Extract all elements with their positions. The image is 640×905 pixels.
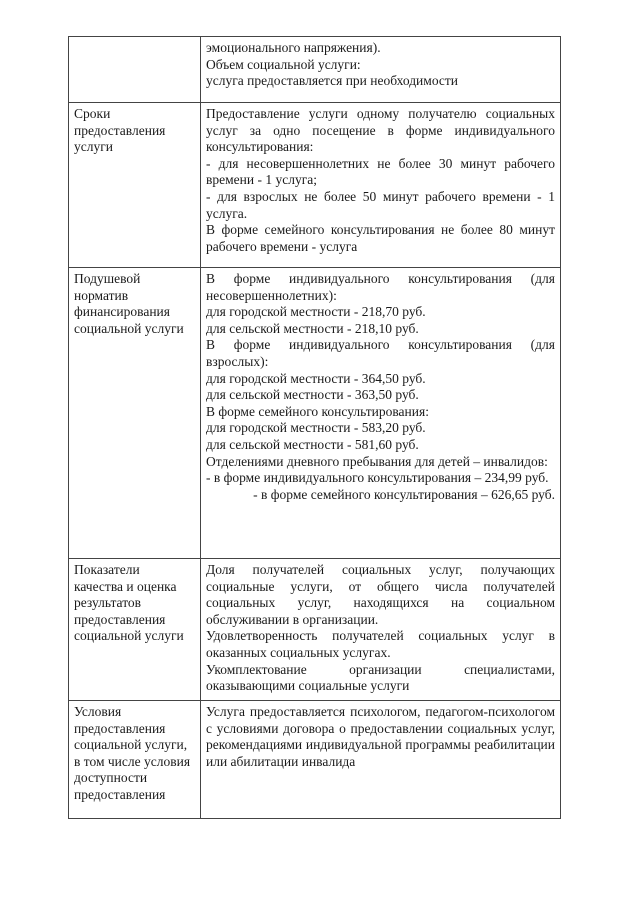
row-content	[201, 268, 561, 559]
content-line: для городской местности - 218,70 руб.	[206, 304, 426, 320]
content-line: - в форме семейного консультирования – 626,65 руб.	[253, 486, 555, 502]
content-line: для сельской местности - 218,10 руб.	[206, 320, 419, 336]
content-paragraph: Отделениями дневного пребывания для детей – инвалидов:	[206, 453, 548, 469]
content-paragraph: Удовлетворенность получателей социальных услуг в оказанных социальных услугах.	[206, 628, 555, 660]
content-line: услуга предоставляется при необходимости	[206, 73, 459, 89]
row-label: Условия предоставления социальной услуги, в том числе условия доступности предоставления	[69, 701, 201, 819]
row-content	[201, 559, 561, 701]
content-paragraph: В форме индивидуального консультирования (для взрослых):	[206, 337, 555, 369]
row-label-empty	[69, 37, 201, 103]
content-paragraph: В форме семейного консультирования не более 80 минут рабочего времени - услуга	[206, 222, 555, 254]
content-paragraph: Укомплектование организации специалистами, оказывающими социальные услуги	[206, 661, 555, 694]
row-label: Показатели качества и оценка результатов предоставления социальной услуги	[69, 559, 201, 701]
content-paragraph: Предоставление услуги одному получателю социальных услуг за одно посещение в форме индивидуального консультирования:	[206, 106, 555, 155]
table-row-terms	[69, 103, 561, 268]
content-line: для городской местности - 583,20 руб.	[206, 420, 426, 436]
row-content	[201, 37, 561, 103]
content-paragraph: - для взрослых не более 50 минут рабочего времени - 1 услуга.	[206, 188, 555, 221]
content-line: для городской местности - 364,50 руб.	[206, 370, 426, 386]
row-label: Подушевой норматив финансирования социальной услуги	[69, 268, 201, 559]
content-paragraph: В форме индивидуального консультирования (для несовершеннолетних):	[206, 271, 555, 303]
table-row-continuation	[69, 37, 561, 103]
service-standard-table	[68, 36, 561, 819]
row-content	[201, 701, 561, 819]
content-paragraph: - для несовершеннолетних не более 30 минут рабочего времени - 1 услуга;	[206, 155, 555, 188]
content-paragraph: Доля получателей социальных услуг, получающих социальные услуги, от общего числа получателей социальных услуг, находящихся на социальном обслуживании в организации.	[206, 562, 555, 627]
table-row-financing	[69, 268, 561, 559]
table-row-conditions	[69, 701, 561, 819]
table-row-quality	[69, 559, 561, 701]
content-line: для сельской местности - 581,60 руб.	[206, 436, 419, 452]
content-line: В форме семейного консультирования:	[206, 403, 429, 419]
content-line: Объем социальной услуги:	[206, 56, 361, 72]
row-content	[201, 103, 561, 268]
content-paragraph: Услуга предоставляется психологом, педагогом-психологом с условиями договора о предоставлении социальных услуг, рекомендациями индивидуальной программы реабилитации или абилитации инвалида	[206, 704, 555, 769]
content-paragraph: - в форме индивидуального консультирования – 234,99 руб.	[206, 470, 549, 486]
content-line: эмоционального напряжения).	[206, 40, 381, 55]
content-line: для сельской местности - 363,50 руб.	[206, 387, 419, 403]
row-label: Сроки предоставления услуги	[69, 103, 201, 268]
